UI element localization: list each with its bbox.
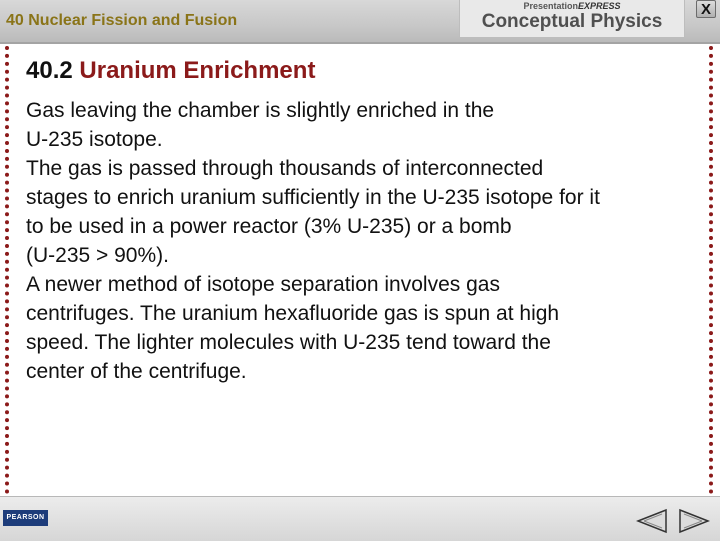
next-arrow-icon[interactable] [676,508,710,534]
left-dotted-border [5,46,9,494]
pearson-logo: PEARSON [3,510,48,526]
slide-content [26,56,691,386]
paragraph: Gas leaving the chamber is slightly enriched in the U-235 isotope. [26,99,495,151]
prev-arrow-icon[interactable] [636,508,670,534]
close-button[interactable]: X [696,0,716,18]
brand-logo [459,0,685,38]
section-number: 40.2 [26,57,73,84]
chapter-title: 40 Nuclear Fission and Fusion [6,12,238,29]
section-title: Uranium Enrichment [79,57,316,84]
paragraph: The gas is passed through thousands of interconnected stages to enrich uranium sufficiently in the U-235 isotope for it to be used in a power reactor (3% U-235) or a bomb (U-235 > 90%). [26,157,600,267]
right-dotted-border [709,46,713,494]
brand-subtitle: PresentationEXPRESS [523,1,621,11]
slide-title [26,56,691,86]
paragraph: A newer method of isotope separation involves gas centrifuges. The uranium hexafluoride gas is spun at high speed. The lighter molecules with U-235 tend toward the center of the centrifuge. [26,273,560,383]
footer-bar [0,496,720,541]
paragraph-list [26,96,691,386]
brand-title: Conceptual Physics [481,11,663,32]
header-bar [0,0,720,44]
